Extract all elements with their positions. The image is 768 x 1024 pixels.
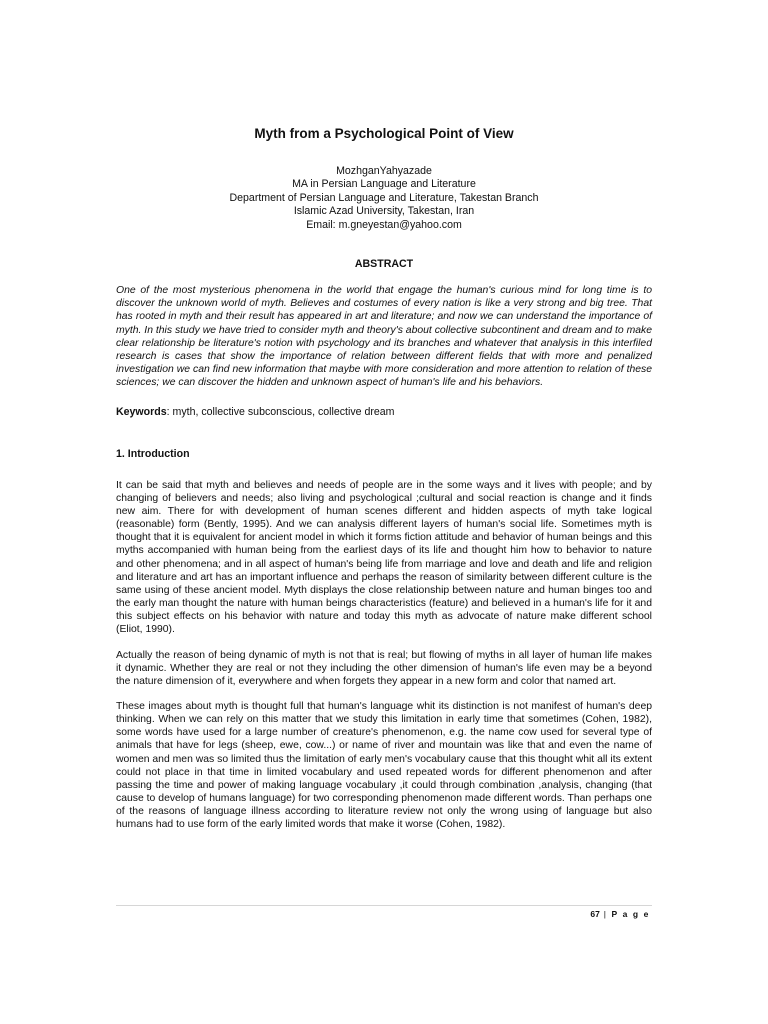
footer-divider: [116, 905, 652, 906]
page-footer: [590, 909, 650, 919]
author-block: [116, 165, 652, 232]
author-university: Islamic Azad University, Takestan, Iran: [293, 205, 475, 218]
paragraph: It can be said that myth and believes and needs of people are in the some ways and it lives with people; and by changing of believers and needs; also living and psychological ;cultural and social reaction is change and it finds new aim. There for with development of human scenes different and hidden aspects of myth take logical (reasonable) form (Bently, 1995). And we can analysis different layers of human's social life. Sometimes myth is thought that it is equivalent for ancient model in which it forms fiction attitude and behavior of human beings and this myths accompanied with human being from the earliest days of its life and thought him how to behavior to nature and other phenomena; and in all aspect of human's being life from marriage and love and death and life and religion and literature and art has an important influence and perhaps the reason of similarity between different culture is the same using of these ancient model. Myth displays the close relationship between nature and human binges too and the early man thought the nature with human beings characteristics (feature) and believed in a human's life for it and this subject effects on his behavior with nature and today this myth as advocate of nature make different school (Eliot, 1990).: [116, 479, 652, 636]
keywords-line: [116, 406, 652, 418]
footer-separator: |: [599, 909, 612, 919]
paper-title: Myth from a Psychological Point of View: [254, 126, 514, 141]
page-content: [116, 126, 652, 832]
abstract-text: One of the most mysterious phenomena in the world that engage the human's curious mind for long time is to discover the unknown world of myth. Believes and costumes of every nation is like a very strong and big tree. That has rooted in myth and their result has appeared in art and literature; and now we can understand the importance of myth. In this study we have tried to consider myth and theory's about collective subcontinent and dream and to make clear relationship be literature's notion with psychology and its branches and whatever that analysis in this interfiled research is cases that show the importance of relation between different fields that with more and penalized investigation we can find new information that maybe with more consideration and more attention to relation of these sciences; we can discover the hidden and unknown aspect of human's life and his behaviors.: [116, 285, 652, 389]
author-degree: MA in Persian Language and Literature: [292, 178, 476, 191]
author-department: Department of Persian Language and Literature, Takestan Branch: [229, 191, 539, 204]
paragraph: These images about myth is thought full that human's language whit its distinction is not manifest of human's deep thinking. When we can rely on this matter that we study this limitation in early time that sometimes (Cohen, 1982), some words have used for a large number of creature's phenomenon, e.g. the name cow used for several type of animals that have for legs (sheep, ewe, cow...) or name of river and mountain was like that and even the name of women and men was so limited thus the limitation of early men's vocabulary cause that this thought whit all its extent could not place in that time in limited vocabulary and used repeated words for different phenomenon and after passing the time and power of making language vocabulary ,it could through combination ,analysis, changing (that cause to develop of humans language) for two corresponding phenomenon made different words. Than perhaps one of the reasons of language illness according to literature review not only the wrong using of language but also humans had to use form of the early limited words that make it worse (Cohen, 1982).: [116, 701, 652, 831]
author-email: Email: m.gneyestan@yahoo.com: [306, 218, 462, 231]
paragraph: Actually the reason of being dynamic of myth is not that is real; but flowing of myths in all layer of human life makes it dynamic. Whether they are real or not they including the other dimension of human's life even may be a beyond the nature dimension of it, everywhere and when forgets they appear in a new form and color that named art.: [116, 649, 652, 687]
keywords-text: : myth, collective subconscious, collective dream: [166, 405, 395, 418]
abstract-heading: ABSTRACT: [354, 258, 414, 271]
page-number: 67: [590, 909, 600, 919]
page-label: P a g e: [611, 909, 650, 919]
keywords-label: Keywords: [116, 405, 167, 418]
section-heading: 1. Introduction: [116, 447, 190, 460]
author-name: MozhganYahyazade: [336, 165, 432, 177]
